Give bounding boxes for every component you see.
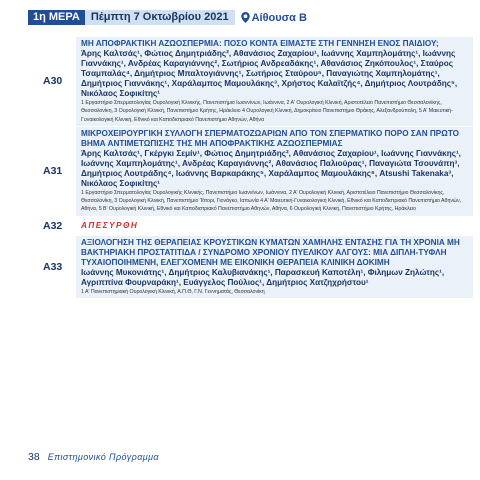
abstract-cell <box>76 37 473 126</box>
abstract-authors: Ιωάννης Μυκονιάτης¹, Δημήτριος Καλυβιανάκης¹, Παρασκευή Καποτέλη¹, Φιλημων Ζηλώτης¹, Αγριππίνα Φουρναράκη¹, Ευάγγελος Πούλιος¹, Δημήτριος Χατζηχρήστου¹ <box>81 267 445 287</box>
abstract-title: ΜΗ ΑΠΟΦΡΑΚΤΙΚΗ ΑΖΩΟΣΠΕΡΜΙΑ: ΠΟΣΟ ΚΟΝΤΑ ΕΙΜΑΣΤΕ ΣΤΗ ΓΕΝΝΗΣΗ ΕΝΟΣ ΠΑΙΔΙΟΥ; <box>81 39 439 48</box>
withdrawn-label: ΑΠΕΣΥΡΘΗ <box>81 220 139 230</box>
day-header <box>28 10 307 25</box>
abstract-cell <box>76 236 473 298</box>
date-label: Πέμπτη 7 Οκτωβρίου 2021 <box>85 10 235 25</box>
room-name: Αίθουσα B <box>251 11 307 24</box>
abstract-row-a32 <box>28 217 473 236</box>
section-name: Επιστημονικό Πρόγραμμα <box>47 452 159 462</box>
room-label <box>241 12 307 24</box>
abstract-title: ΑΞΙΟΛΟΓΗΣΗ ΤΗΣ ΘΕΡΑΠΕΙΑΣ ΚΡΟΥΣΤΙΚΩΝ ΚΥΜΑΤΩΝ ΧΑΜΗΛΗΣ ΕΝΤΑΣΗΣ ΓΙΑ ΤΗ ΧΡΟΝΙΑ ΜΗ ΒΑΚΤΗΡΙΑΚΗ ΠΡΟΣΤΑΤΙΤΙΔΑ / ΣΥΝΔΡΟΜΟ ΧΡΟΝΙΟΥ ΠΥΕΛΙΚΟΥ ΑΛΓΟΥΣ: ΜΙΑ ΔΙΠΛΗ-ΤΥΦΛΗ ΤΥΧΑΙΟΠΟΙΗΜΕΝΗ, ΕΛΕΓΧΟΜΕΝΗ ΜΕ ΕΙΚΟΝΙΚΗ ΘΕΡΑΠΕΙΑ ΚΛΙΝΙΚΗ ΔΟΚΙΜΗ <box>81 237 460 267</box>
abstract-code: A31 <box>28 127 76 216</box>
abstracts-table <box>28 37 473 299</box>
abstract-row-a31 <box>28 127 473 217</box>
abstract-authors: Άρης Καλτσάς¹, Φώτιος Δημητριάδης², Αθανάσιος Ζαχαρίου¹, Ιωάννης Χαμπηλομάτης¹, Ιωάννης Γιαννάκης¹, Ανδρέας Καραγιάννης², Σωτήριος Ανδρεαδάκης¹, Αθανάσιος Ζηκόπουλος¹, Σταύρος Τσαμπαλάς⁴, Δημήτριος Μπαλτογιάννης¹, Σωτήριος Σταύρου⁵, Παναγιώτης Χαμπηλομάτης¹, Δημήτριος Γιαννάκης¹, Χαράλαμπος Μαμουλάκης³, Χρήστος Καλαϊτζής⁴, Δημήτριος Λουτράδης⁵, Νικόλαος Σοφικίτης¹ <box>81 49 458 98</box>
abstract-code: A30 <box>28 37 76 126</box>
abstract-code: A33 <box>28 236 76 298</box>
abstract-affiliations: 1 Εργαστήριο Σπερματολογίας Ουρολογικής Κλινικής, Πανεπιστήμιο Ιωαννίνων, Ιωάννινα, 2 Α' Ουρολογική Κλινική, Αριστοτέλειο Πανεπιστήμιο Θεσσαλονίκης, Θεσσαλονίκη, 3 Ουρολογική Κλινική, Πανεπιστήμιο Τότορι, Γιονάγκο, Ιαπωνία 4 Α' Μαιευτική-Γυναικολογική Κλινική, Εθνικό και Καποδιστριακό Πανεπιστήμιο Αθηνών, Αθήνα, 5 Β' Ουρολογική Κλινική, Εθνικό και Καποδιστριακό Πανεπιστήμιο Αθηνών, Αθήνα, 6 Ουρολογική Κλινική, Πανεπιστήμιο Κρήτης, Ηράκλειο <box>81 189 462 213</box>
page-footer <box>28 451 159 463</box>
abstract-affiliations: 1 Εργαστήριο Σπερματολογίας Ουρολογική Κλινικής, Πανεπιστήμιο Ιωαννίνων, Ιωάννινα, 2 Α' Ουρολογική Κλινική, Αριστοτέλειο Πανεπιστήμιο Θεσσαλονίκης, Θεσσαλονίκη, 3 Ουρολογική Κλινική, Πανεπιστήμιο Κρήτης, Ηράκλειο 4 Ουρολογική Κλινική, Δημοκρίτειο Πανεπιστήμιο Θράκης, Αλεξανδρούπολη, 5 Α' Μαιευτική-Γυναικολογική Κλινική, Εθνικό και Καποδιστριακό Πανεπιστήμιο Αθηνών, Αθήνα <box>81 100 453 123</box>
abstract-cell <box>76 217 473 235</box>
abstract-row-a33 <box>28 236 473 299</box>
abstract-title: ΜΙΚΡΟΧΕΙΡΟΥΡΓΙΚΗ ΣΥΛΛΟΓΗ ΣΠΕΡΜΑΤΟΖΩΑΡΙΩΝ ΑΠΟ ΤΟΝ ΣΠΕΡΜΑΤΙΚΟ ΠΟΡΟ ΣΑΝ ΠΡΩΤΟ ΒΗΜΑ ΑΝΤΙΜΕΤΩΠΙΣΗΣ ΤΗΣ ΜΗ ΑΠΟΦΡΑΚΤΙΚΗΣ ΑΖΩΟΣΠΕΡΜΙΑΣ <box>81 128 460 148</box>
day-label: 1η ΜΕΡΑ <box>28 10 85 25</box>
abstract-cell <box>76 127 473 216</box>
abstract-row-a30 <box>28 37 473 127</box>
page-number: 38 <box>28 451 40 463</box>
abstract-affiliations: 1 Α' Πανεπιστημιακή Ουρολογική Κλινική, Α.Π.Θ, Γ.Ν. Γεννηματάς, Θεσσαλονίκη <box>81 288 265 295</box>
abstract-code: A32 <box>28 217 76 235</box>
location-pin-icon <box>241 12 250 23</box>
abstract-authors: Άρης Καλτσάς¹, Γκέργκι Σεμίν¹, Φώτιος Δημητριάδης², Αθανάσιος Ζαχαρίου¹, Ιωάννης Γιαννάκης¹, Ιωάννης Χαμπηλομάτης¹, Ανδρέας Καραγιάννης², Αθανάσιος Παλιούρας¹, Παναγιώτα Τσουνάπη³, Δημήτριος Λουτράδης⁴, Ιωάννης Βαρκαράκης⁵, Χαράλαμπος Μαμουλάκης⁶, Atsushi Takenaka³, Νικόλαος Σοφικίτης¹ <box>81 148 461 188</box>
